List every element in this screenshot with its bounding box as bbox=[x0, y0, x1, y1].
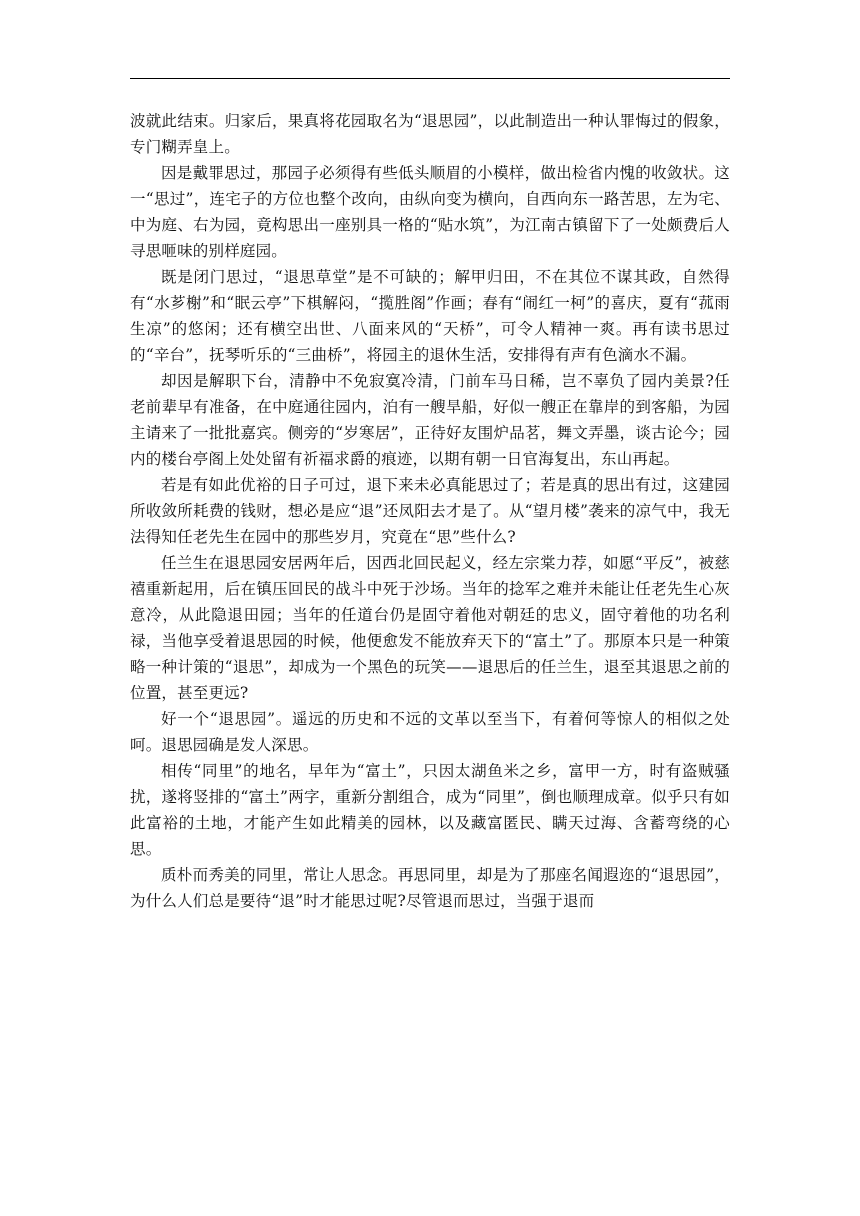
paragraph: 既是闭门思过，“退思草堂”是不可缺的；解甲归田，不在其位不谋其政，自然得有“水芗榭”和“眠云亭”下棋解闷，“揽胜阁”作画；春有“闹红一柯”的喜庆，夏有“菰雨生凉”的悠闲；还有横空出世、八面来风的“天桥”，可令人精神一爽。再有读书思过的“辛台”，抚琴听乐的“三曲桥”，将园主的退休生活，安排得有声有色滴水不漏。 bbox=[130, 268, 730, 364]
paragraph: 却因是解职下台，清静中不免寂寞冷清，门前车马日稀，岂不辜负了园内美景?任老前辈早有准备，在中庭通往园内，泊有一艘旱船，好似一艘正在靠岸的到客船，为园主请来了一批批嘉宾。侧旁的“岁寒居”，正待好友围炉品茗，舞文弄墨，谈古论今；园内的楼台亭阁上处处留有祈福求爵的痕迹，以期有朝一日官海复出，东山再起。 bbox=[130, 372, 730, 468]
paragraph: 质朴而秀美的同里，常让人思念。再思同里，却是为了那座名闻遐迩的“退思园”，为什么人们总是要待“退”时才能思过呢?尽管退而思过，当强于退而 bbox=[130, 866, 730, 910]
paragraph: 任兰生在退思园安居两年后，因西北回民起义，经左宗棠力荐，如愿“平反”，被慈禧重新起用，后在镇压回民的战斗中死于沙场。当年的捻军之难并未能让任老先生心灰意冷，从此隐退田园；当年的任道台仍是固守着他对朝廷的忠义，固守着他的功名利禄，当他享受着退思园的时候，他便愈发不能放弃天下的“富土”了。那原本只是一种策略一种计策的“退思”，却成为一个黑色的玩笑——退思后的任兰生，退至其退思之前的位置，甚至更远? bbox=[130, 554, 730, 702]
paragraph: 若是有如此优裕的日子可过，退下来未必真能思过了；若是真的思出有过，这建园所收敛所耗费的钱财，想必是应“退”还凤阳去才是了。从“望月楼”袭来的凉气中，我无法得知任老先生在园中的那些岁月，究竟在“思”些什么? bbox=[130, 476, 730, 546]
body-text bbox=[130, 108, 730, 914]
paragraph: 波就此结束。归家后，果真将花园取名为“退思园”，以此制造出一种认罪悔过的假象，专门糊弄皇上。 bbox=[130, 112, 730, 156]
header-rule bbox=[130, 78, 730, 79]
paragraph: 相传“同里”的地名，早年为“富土”，只因太湖鱼米之乡，富甲一方，时有盗贼骚扰，遂将竖排的“富土”两字，重新分割组合，成为“同里”，倒也顺理成章。似乎只有如此富裕的土地，才能产生如此精美的园林，以及藏富匿民、瞒天过海、含蓄弯绕的心思。 bbox=[130, 762, 730, 858]
paragraph: 因是戴罪思过，那园子必须得有些低头顺眉的小模样，做出检省内愧的收敛状。这一“思过”，连宅子的方位也整个改向，由纵向变为横向，自西向东一路苦思，左为宅、中为庭、右为园，竟构思出一座别具一格的“贴水筑”，为江南古镇留下了一处颇费后人寻思咂味的别样庭园。 bbox=[130, 164, 730, 260]
paragraph: 好一个“退思园”。遥远的历史和不远的文革以至当下，有着何等惊人的相似之处呵。退思园确是发人深思。 bbox=[130, 710, 730, 754]
